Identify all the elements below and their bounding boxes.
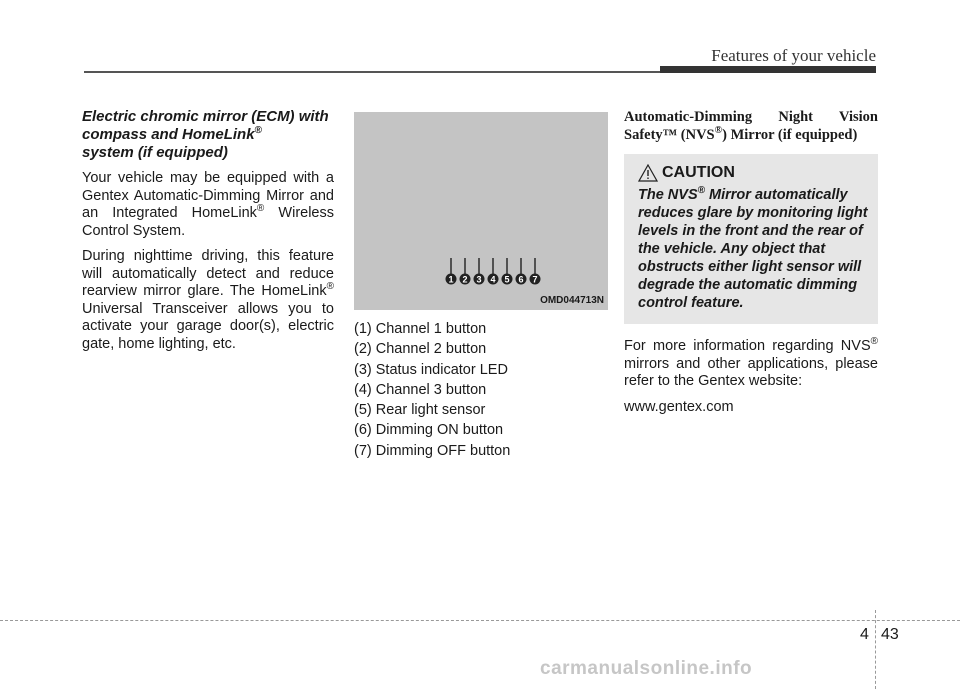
callout-number: 6 [518,274,524,285]
legend-item: (1) Channel 1 button [354,321,487,337]
warning-triangle-icon [638,164,658,182]
column-ecm [82,108,334,361]
header-title: Features of your vehicle [711,46,876,65]
section-title-nvs [624,108,878,144]
button-legend [354,319,608,461]
header-rule-accent [660,66,876,73]
section-title-part: ) Mirror (if equipped) [722,127,858,143]
section-title-part: Electric chromic mirror (ECM) with compass and HomeLink [82,108,329,143]
paragraph-text: For more information regarding NVS [624,338,871,354]
gentex-website: www.gentex.com [624,398,734,415]
paragraph-text: Your vehicle may be equipped with a Gentex Automatic-Dimming Mirror and an Integrated HomeLink [82,170,334,221]
column-mirror-figure [354,112,608,461]
section-title-part: Automatic-Dimming Night Vision Safety™ (NVS [624,109,878,143]
caution-box [624,154,878,324]
page-number: 43 [881,626,899,643]
footer-rule [0,620,960,621]
paragraph-text: During nighttime driving, this feature will automatically detect and reduce rearview mirror glare. The HomeLink [82,248,334,299]
nvs-paragraph-1 [624,338,878,391]
figure-code: OMD044713N [540,295,604,306]
caution-text-part: The NVS [638,187,698,203]
legend-item: (3) Status indicator LED [354,361,508,378]
registered-mark: ® [256,203,265,215]
mirror-callout-diagram [354,112,608,310]
callout-number: 4 [490,274,496,285]
legend-item: (4) Channel 3 button [354,381,487,398]
caution-text-part: Mirror automatically reduces glare by monitoring light levels in the front and the rear of the vehicle. Any object that obstructs either light sensor will degrade the automatic dimming control feature. [638,187,868,311]
legend-item: (7) Dimming OFF button [354,442,511,459]
paragraph-text: Wireless Control System. [82,205,334,239]
caution-header [638,164,868,182]
registered-mark: ® [697,185,705,197]
registered-mark: ® [326,281,334,293]
section-title-ecm [82,108,334,162]
legend-item: (6) Dimming ON button [354,422,504,439]
watermark: carmanualsonline.info [540,658,753,679]
callout-number: 7 [532,274,538,285]
callout-number: 3 [476,274,482,285]
caution-label: CAUTION [662,164,735,181]
callout-number: 2 [462,274,468,285]
section-title-part: system (if equipped) [82,144,228,161]
footer-divider [875,610,876,689]
caution-text [638,186,868,312]
paragraph-text: Universal Transceiver allows you to activate your garage door(s), electric gate, home lighting, etc. [82,300,334,352]
callout-number: 5 [504,274,510,285]
paragraph-text: mirrors and other applications, please refer to the Gentex website: [624,355,878,389]
ecm-paragraph-2 [82,248,334,353]
legend-item: (5) Rear light sensor [354,402,486,419]
registered-mark: ® [254,125,262,136]
mirror-figure [354,112,608,310]
ecm-paragraph-1 [82,170,334,240]
callout-number: 1 [448,274,454,285]
registered-mark: ® [870,336,878,348]
legend-item: (2) Channel 2 button [354,341,487,358]
chapter-number: 4 [860,626,869,643]
column-nvs [624,108,878,424]
registered-mark: ® [714,125,723,137]
